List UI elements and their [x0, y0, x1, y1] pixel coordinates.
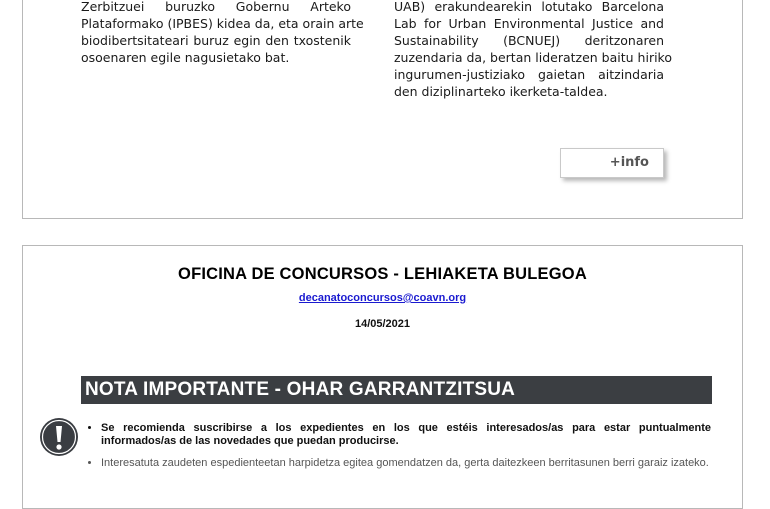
bio-line: Lab for Urban Environmental Justice and — [394, 16, 664, 31]
bio-line: Zerbitzuei buruzko Gobernu Arteko — [81, 0, 351, 14]
bio-line: den diziplinarteko ikerketa-taldea. — [394, 84, 608, 99]
bio-line: osoenaren egile nagusietako bat. — [81, 50, 290, 65]
bio-line: Sustainability (BCNUEJ) deritzonaren — [394, 33, 664, 48]
note-item-es: • Se recomienda suscribirse a los expedientes en los que estéis interesados/as para estar puntualmente informados/as de las novedades que puedan producirse. — [101, 422, 711, 447]
contest-office-card — [22, 245, 743, 509]
bio-line: zuzendaria da, bertan lideratzen baitu hiriko — [394, 50, 672, 65]
important-note-banner: NOTA IMPORTANTE - OHAR GARRANTZITSUA — [81, 376, 712, 404]
note-item-eu: • Interesatuta zaudeten espedienteetan harpidetza egitea gomendatzen da, gerta daitezkeen berritasunen berri garaiz izateko. — [101, 457, 711, 470]
left-bio-text — [81, 0, 364, 66]
bio-line: UAB) erakundearekin lotutako Barcelona — [394, 0, 664, 14]
right-bio-text — [394, 0, 672, 100]
more-info-button[interactable]: +info — [560, 148, 664, 178]
bio-line: Plataformako (IPBES) kidea da, eta orain arte — [81, 16, 364, 31]
exclamation-circle-icon — [39, 417, 79, 457]
office-date: 14/05/2021 — [354, 318, 411, 330]
office-email-link[interactable]: decanatoconcursos@coavn.org — [298, 292, 467, 304]
profile-card — [22, 0, 743, 219]
bio-line: biodibertsitateari buruz egin den txostenik — [81, 33, 351, 48]
bio-line: ingurumen-justiziako gaietan aitzindaria — [394, 67, 664, 82]
office-title: OFICINA DE CONCURSOS - LEHIAKETA BULEGOA — [178, 265, 587, 283]
note-list — [87, 422, 711, 480]
office-email-wrapper — [23, 292, 742, 304]
